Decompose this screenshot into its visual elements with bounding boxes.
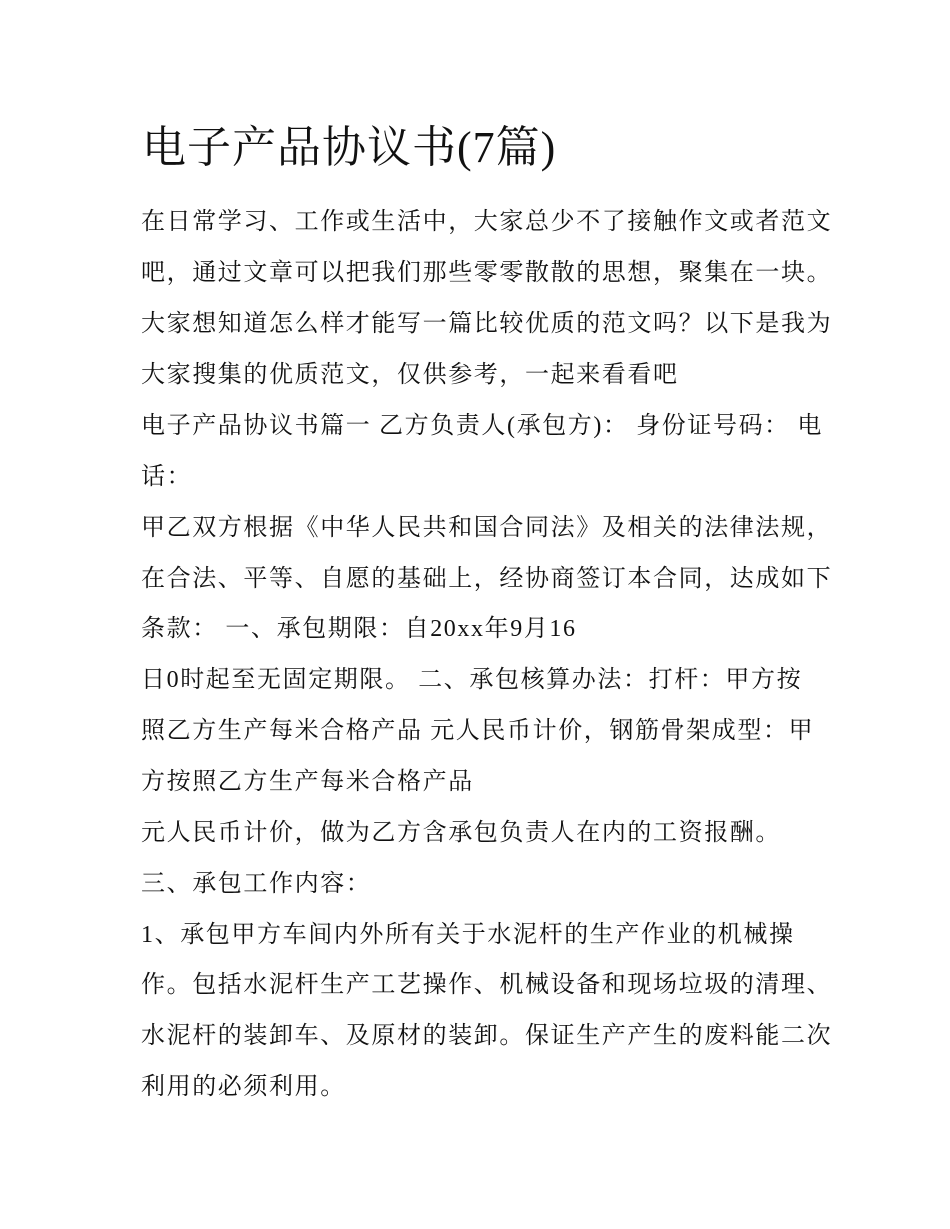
- body-line: 利用的必须利用。: [141, 1074, 346, 1100]
- document-title: 电子产品协议书(7篇): [142, 123, 557, 172]
- body-line: 1、承包甲方车间内外所有关于水泥杆的生产作业的机械操: [141, 922, 795, 948]
- body-line: 元人民币计价，做为乙方含承包负责人在内的工资报酬。: [141, 820, 781, 846]
- body-line: 吧，通过文章可以把我们那些零零散散的思想，聚集在一块。: [141, 260, 833, 286]
- body-line: 话：: [141, 464, 193, 490]
- body-line: 甲乙双方根据《中华人民共和国合同法》及相关的法律法规，: [141, 515, 833, 541]
- body-line: 照乙方生产每米合格产品 元人民币计价，钢筋骨架成型：甲: [141, 718, 815, 744]
- body-line: 在日常学习、工作或生活中，大家总少不了接触作文或者范文: [141, 209, 833, 235]
- body-line: 在合法、平等、自愿的基础上，经协商签订本合同，达成如下: [141, 566, 833, 592]
- body-line: 大家搜集的优质范文，仅供参考，一起来看看吧: [141, 362, 679, 388]
- body-line: 大家想知道怎么样才能写一篇比较优质的范文吗？以下是我为: [141, 311, 833, 337]
- body-line: 作。包括水泥杆生产工艺操作、机械设备和现场垃圾的清理、: [141, 972, 833, 998]
- body-line: 日0时起至无固定期限。 二、承包核算办法：打杆：甲方按: [141, 667, 803, 693]
- body-line: 电子产品协议书篇一 乙方负责人(承包方)： 身份证号码： 电: [141, 413, 823, 439]
- body-line: 三、承包工作内容：: [141, 871, 372, 897]
- body-line: 方按照乙方生产每米合格产品: [141, 769, 474, 795]
- body-line: 条款： 一、承包期限：自20xx年9月16: [141, 616, 577, 642]
- body-line: 水泥杆的装卸车、及原材的装卸。保证生产产生的废料能二次: [141, 1023, 833, 1049]
